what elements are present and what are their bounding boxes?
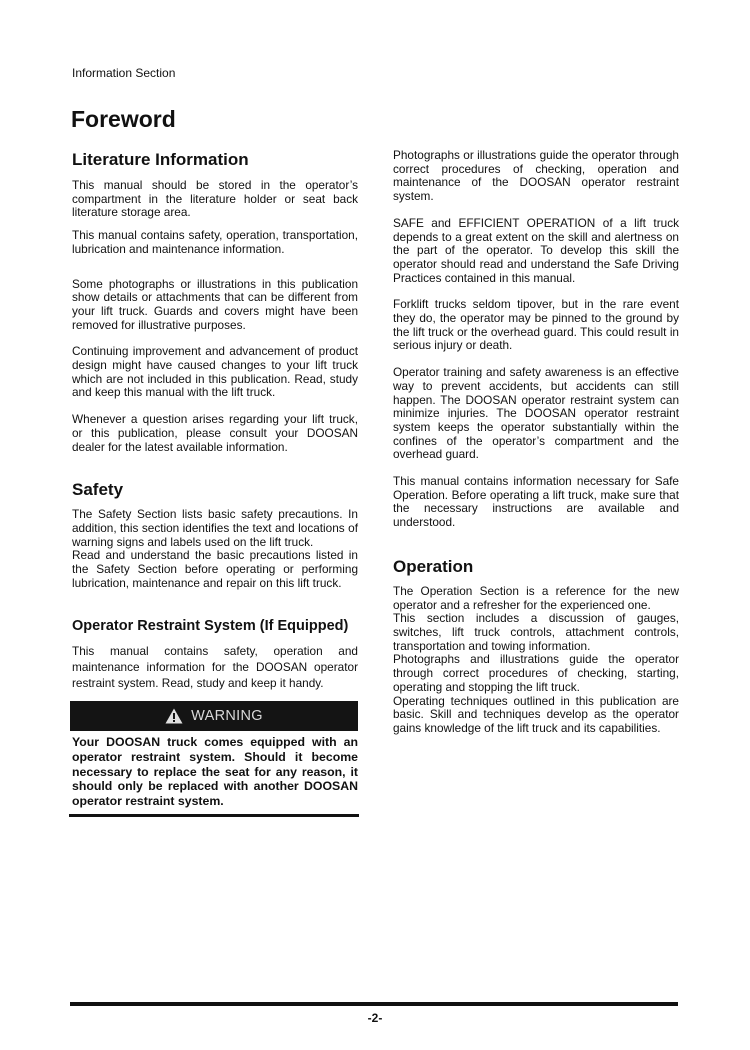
- right-column: [393, 149, 679, 736]
- restraint-heading: Operator Restraint System (If Equipped): [72, 618, 349, 635]
- safety-paragraph: The Safety Section lists basic safety precautions. In addition, this section identifies the text and locations of warning signs and labels used on the lift truck.: [72, 507, 358, 549]
- left-column: [72, 150, 358, 817]
- right-paragraph: Operator training and safety awareness is an effective way to prevent accidents, but accidents can still happen. The DOOSAN operator restraint system can minimize injuries. The DOOSAN operator restraint system keeps the operator substantially within the confines of the operator’s compartment and the overhead guard.: [393, 365, 679, 462]
- page-title: Foreword: [71, 106, 176, 132]
- right-paragraph: SAFE and EFFICIENT OPERATION of a lift truck depends to a great extent on the skill and alertness on the part of the operator. To develop this skill the operator should read and understand the Safe Driving Practices contained in this manual.: [393, 215, 679, 285]
- literature-paragraph: Continuing improvement and advancement of product design might have caused changes to your lift truck which are not included in this publication. Read, study and keep this manual with the lift truck.: [72, 344, 358, 400]
- restraint-paragraph: This manual contains safety, operation and maintenance information for the DOOSAN operator restraint system. Read, study and keep it handy.: [72, 644, 358, 691]
- warning-text: Your DOOSAN truck comes equipped with an operator restraint system. Should it become necessary to replace the seat for any reason, it should only be replaced with another DOOSAN operator restraint system.: [72, 735, 358, 808]
- warning-label: WARNING: [191, 708, 263, 725]
- warning-triangle-icon: [165, 708, 183, 724]
- safety-paragraph: Read and understand the basic precautions listed in the Safety Section before operating or performing lubrication, maintenance and repair on this lift truck.: [72, 548, 358, 590]
- page-number: -2-: [367, 1011, 383, 1025]
- literature-paragraph: This manual contains safety, operation, transportation, lubrication and maintenance information.: [72, 228, 358, 256]
- operation-paragraph: This section includes a discussion of gauges, switches, lift truck controls, attachment controls, transportation and towing information.: [393, 611, 679, 653]
- section-label: Information Section: [72, 66, 176, 80]
- footer-divider: [70, 1002, 678, 1006]
- literature-paragraph: Whenever a question arises regarding your lift truck, or this publication, please consult your DOOSAN dealer for the latest available information.: [72, 412, 358, 454]
- safety-heading: Safety: [72, 480, 124, 500]
- warning-banner: [70, 701, 358, 731]
- literature-paragraph: This manual should be stored in the operator’s compartment in the literature holder or seat back literature storage area.: [72, 178, 358, 220]
- operation-paragraph: Operating techniques outlined in this publication are basic. Skill and techniques develop as the operator gains knowledge of the lift truck and its capabilities.: [393, 693, 679, 735]
- warning-divider: [69, 814, 359, 817]
- operation-paragraph: The Operation Section is a reference for the new operator and a refresher for the experienced one.: [393, 583, 679, 612]
- right-paragraph: Photographs or illustrations guide the operator through correct procedures of checking, operation and maintenance of the DOOSAN operator restraint system.: [393, 148, 679, 204]
- operation-heading: Operation: [393, 556, 474, 576]
- literature-heading: Literature Information: [72, 150, 249, 169]
- right-paragraph: Forklift trucks seldom tipover, but in the rare event they do, the operator may be pinned to the ground by the lift truck or the overhead guard. This could result in serious injury or death.: [393, 297, 679, 353]
- right-paragraph: This manual contains information necessary for Safe Operation. Before operating a lift truck, make sure that the necessary instructions are available and understood.: [393, 474, 679, 530]
- operation-paragraph: Photographs and illustrations guide the operator through correct procedures of checking, starting, operating and stopping the lift truck.: [393, 652, 679, 694]
- literature-paragraph: Some photographs or illustrations in this publication show details or attachments that can be different from your lift truck. Guards and covers might have been removed for illustrative purposes.: [72, 276, 358, 332]
